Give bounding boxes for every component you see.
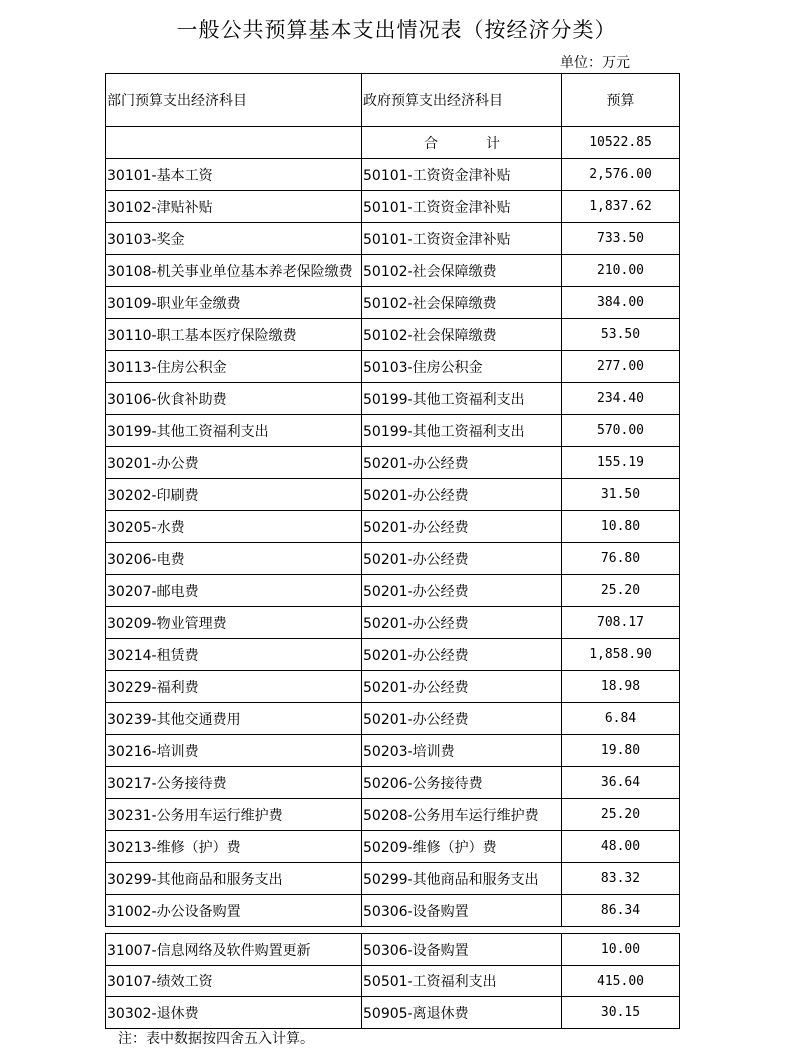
dept-subject-cell: 30213-维修（护）费 xyxy=(106,831,362,863)
budget-amount-cell: 76.80 xyxy=(562,543,680,575)
table-row xyxy=(106,767,680,799)
header-row xyxy=(106,74,680,127)
dept-subject-cell: 30101-基本工资 xyxy=(106,159,362,191)
gov-subject-cell: 50101-工资资金津补贴 xyxy=(362,191,562,223)
table-row xyxy=(106,997,680,1029)
gov-subject-cell: 50102-社会保障缴费 xyxy=(362,319,562,351)
dept-subject-cell: 30205-水费 xyxy=(106,511,362,543)
gov-subject-cell: 50201-办公经费 xyxy=(362,543,562,575)
table-row xyxy=(106,671,680,703)
gov-subject-cell: 50201-办公经费 xyxy=(362,479,562,511)
table-row xyxy=(106,799,680,831)
table-row xyxy=(106,191,680,223)
budget-amount-cell: 10.00 xyxy=(562,934,680,966)
gov-subject-cell: 50201-办公经费 xyxy=(362,703,562,735)
budget-amount-cell: 25.20 xyxy=(562,575,680,607)
table-row xyxy=(106,639,680,671)
budget-amount-cell: 2,576.00 xyxy=(562,159,680,191)
dept-subject-cell: 30202-印刷费 xyxy=(106,479,362,511)
dept-subject-cell: 30102-津贴补贴 xyxy=(106,191,362,223)
gov-subject-cell: 50201-办公经费 xyxy=(362,607,562,639)
table-row xyxy=(106,319,680,351)
dept-subject-cell: 31007-信息网络及软件购置更新 xyxy=(106,934,362,966)
table-row xyxy=(106,863,680,895)
budget-amount-cell: 384.00 xyxy=(562,287,680,319)
header-dept-subject: 部门预算支出经济科目 xyxy=(106,74,362,127)
dept-subject-cell: 30302-退休费 xyxy=(106,997,362,1029)
total-label-left: 合 xyxy=(424,135,438,152)
gov-subject-cell: 50201-办公经费 xyxy=(362,671,562,703)
dept-subject-cell: 30113-住房公积金 xyxy=(106,351,362,383)
table-row xyxy=(106,934,680,966)
gov-subject-cell: 50208-公务用车运行维护费 xyxy=(362,799,562,831)
page-title: 一般公共预算基本支出情况表（按经济分类） xyxy=(176,18,617,42)
budget-amount-cell: 19.80 xyxy=(562,735,680,767)
gov-subject-cell: 50201-办公经费 xyxy=(362,639,562,671)
total-value: 10522.85 xyxy=(562,127,680,159)
budget-amount-cell: 1,858.90 xyxy=(562,639,680,671)
gov-subject-cell: 50101-工资资金津补贴 xyxy=(362,159,562,191)
gov-subject-cell: 50206-公务接待费 xyxy=(362,767,562,799)
total-row xyxy=(106,127,680,159)
budget-amount-cell: 415.00 xyxy=(562,966,680,997)
gov-subject-cell: 50201-办公经费 xyxy=(362,511,562,543)
table-row xyxy=(106,383,680,415)
budget-amount-cell: 733.50 xyxy=(562,223,680,255)
gov-subject-cell: 50905-离退休费 xyxy=(362,997,562,1029)
gov-subject-cell: 50103-住房公积金 xyxy=(362,351,562,383)
dept-subject-cell: 30229-福利费 xyxy=(106,671,362,703)
budget-amount-cell: 18.98 xyxy=(562,671,680,703)
budget-amount-cell: 48.00 xyxy=(562,831,680,863)
gov-subject-cell: 50306-设备购置 xyxy=(362,934,562,966)
budget-amount-cell: 155.19 xyxy=(562,447,680,479)
total-empty-cell xyxy=(106,127,362,159)
table-row xyxy=(106,287,680,319)
table-row xyxy=(106,895,680,927)
dept-subject-cell: 30110-职工基本医疗保险缴费 xyxy=(106,319,362,351)
dept-subject-cell: 30239-其他交通费用 xyxy=(106,703,362,735)
table-row xyxy=(106,703,680,735)
budget-amount-cell: 1,837.62 xyxy=(562,191,680,223)
dept-subject-cell: 30217-公务接待费 xyxy=(106,767,362,799)
table-row xyxy=(106,223,680,255)
footnote: 注：表中数据按四舍五入计算。 xyxy=(118,1031,314,1047)
gov-subject-cell: 50101-工资资金津补贴 xyxy=(362,223,562,255)
dept-subject-cell: 30231-公务用车运行维护费 xyxy=(106,799,362,831)
gov-subject-cell: 50203-培训费 xyxy=(362,735,562,767)
gov-subject-cell: 50201-办公经费 xyxy=(362,447,562,479)
table-row xyxy=(106,735,680,767)
budget-table xyxy=(105,73,680,927)
budget-amount-cell: 31.50 xyxy=(562,479,680,511)
total-label-right: 计 xyxy=(486,135,500,152)
dept-subject-cell: 30216-培训费 xyxy=(106,735,362,767)
budget-amount-cell: 83.32 xyxy=(562,863,680,895)
dept-subject-cell: 30299-其他商品和服务支出 xyxy=(106,863,362,895)
header-budget: 预算 xyxy=(562,74,680,127)
budget-amount-cell: 570.00 xyxy=(562,415,680,447)
dept-subject-cell: 31002-办公设备购置 xyxy=(106,895,362,927)
table-row xyxy=(106,479,680,511)
table-row xyxy=(106,351,680,383)
gov-subject-cell: 50102-社会保障缴费 xyxy=(362,287,562,319)
dept-subject-cell: 30103-奖金 xyxy=(106,223,362,255)
table-row xyxy=(106,447,680,479)
gov-subject-cell: 50299-其他商品和服务支出 xyxy=(362,863,562,895)
budget-amount-cell: 86.34 xyxy=(562,895,680,927)
table-row xyxy=(106,415,680,447)
budget-amount-cell: 53.50 xyxy=(562,319,680,351)
dept-subject-cell: 30109-职业年金缴费 xyxy=(106,287,362,319)
dept-subject-cell: 30106-伙食补助费 xyxy=(106,383,362,415)
budget-amount-cell: 708.17 xyxy=(562,607,680,639)
table-row xyxy=(106,255,680,287)
gov-subject-cell: 50199-其他工资福利支出 xyxy=(362,415,562,447)
budget-amount-cell: 25.20 xyxy=(562,799,680,831)
budget-amount-cell: 210.00 xyxy=(562,255,680,287)
header-gov-subject: 政府预算支出经济科目 xyxy=(362,74,562,127)
budget-amount-cell: 30.15 xyxy=(562,997,680,1029)
table-row xyxy=(106,159,680,191)
total-label xyxy=(362,127,562,159)
budget-amount-cell: 277.00 xyxy=(562,351,680,383)
dept-subject-cell: 30108-机关事业单位基本养老保险缴费 xyxy=(106,255,362,287)
gov-subject-cell: 50306-设备购置 xyxy=(362,895,562,927)
table-row xyxy=(106,543,680,575)
gov-subject-cell: 50102-社会保障缴费 xyxy=(362,255,562,287)
gov-subject-cell: 50501-工资福利支出 xyxy=(362,966,562,997)
gov-subject-cell: 50199-其他工资福利支出 xyxy=(362,383,562,415)
dept-subject-cell: 30201-办公费 xyxy=(106,447,362,479)
table-row xyxy=(106,575,680,607)
gov-subject-cell: 50209-维修（护）费 xyxy=(362,831,562,863)
dept-subject-cell: 30206-电费 xyxy=(106,543,362,575)
budget-amount-cell: 234.40 xyxy=(562,383,680,415)
dept-subject-cell: 30214-租赁费 xyxy=(106,639,362,671)
dept-subject-cell: 30199-其他工资福利支出 xyxy=(106,415,362,447)
table-row xyxy=(106,966,680,997)
unit-label: 单位：万元 xyxy=(560,55,630,71)
budget-amount-cell: 6.84 xyxy=(562,703,680,735)
dept-subject-cell: 30207-邮电费 xyxy=(106,575,362,607)
gov-subject-cell: 50201-办公经费 xyxy=(362,575,562,607)
table-row xyxy=(106,511,680,543)
table-row xyxy=(106,607,680,639)
dept-subject-cell: 30209-物业管理费 xyxy=(106,607,362,639)
dept-subject-cell: 30107-绩效工资 xyxy=(106,966,362,997)
budget-amount-cell: 36.64 xyxy=(562,767,680,799)
budget-amount-cell: 10.80 xyxy=(562,511,680,543)
budget-table-continued xyxy=(105,933,680,1029)
table-row xyxy=(106,831,680,863)
